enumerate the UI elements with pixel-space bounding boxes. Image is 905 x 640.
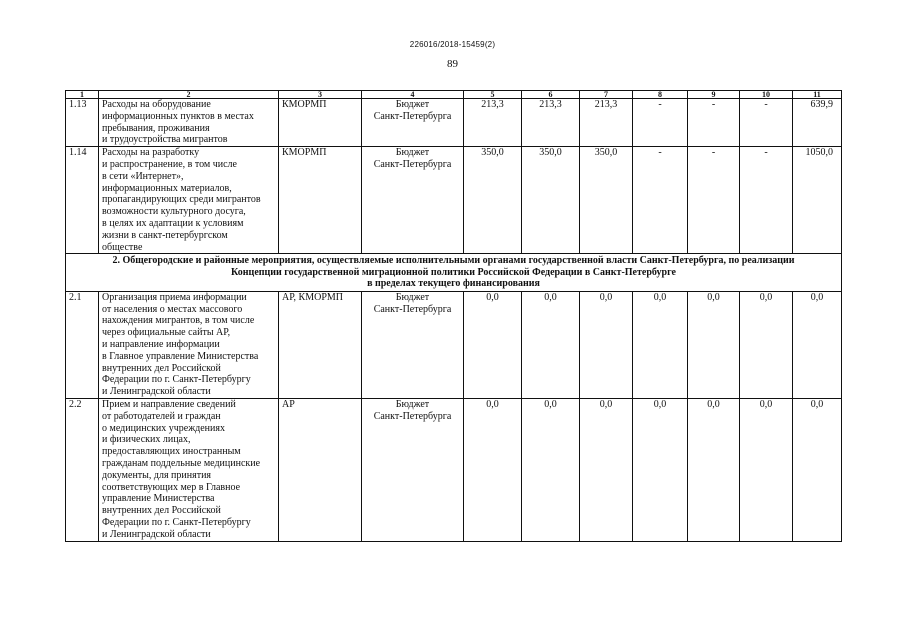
text-line: Санкт-Петербурга [373,410,452,422]
page-number: 89 [447,58,458,70]
value-cell: 0,0 [580,399,633,542]
value-cell: 0,0 [633,399,688,542]
text-line: Организация приема информации [102,291,247,303]
table-row [66,147,842,254]
value-cell: 0,0 [740,399,793,542]
text-line: 2. Общегородские и районные мероприятия, осуществляемые исполнительными органами государственной власти Санкт-Петербурга, по реализации [112,255,795,267]
executor: АР, КМОРМП [279,291,362,398]
text-line: предоставляющих иностранным [102,446,241,458]
section-header-row [66,254,842,292]
total-cell: 1050,0 [793,147,842,254]
row-number: 2.2 [66,399,99,542]
value-cell: 0,0 [522,291,580,398]
column-header: 4 [362,91,464,99]
total-cell: 0,0 [793,291,842,398]
value-cell: - [688,147,740,254]
text-line: в пределах текущего финансирования [367,278,540,290]
column-number-row [66,91,842,99]
funding-source [362,399,464,542]
value-cell: 0,0 [633,291,688,398]
total-cell: 0,0 [793,399,842,542]
measure-name [99,399,279,542]
text-line: Расходы на разработку [102,147,200,159]
value-cell: 213,3 [522,99,580,147]
measure-name [99,147,279,254]
text-line: Санкт-Петербурга [373,303,452,315]
text-line: пропагандирующих среди мигрантов [102,194,261,206]
text-line: Санкт-Петербурга [373,110,452,122]
section-title [66,254,842,292]
text-line: через официальные сайты АР, [102,327,231,339]
measure-name [99,291,279,398]
document-id: 226016/2018-15459(2) [409,40,496,49]
table-row [66,99,842,147]
text-line: Бюджет [395,99,430,110]
funding-source [362,99,464,147]
text-line: нахождения мигрантов, в том числе [102,315,255,327]
text-line: Расходы на оборудование [102,99,211,110]
table-row [66,399,842,542]
total-cell: 639,9 [793,99,842,147]
text-line: информационных пунктов в местах [102,110,254,122]
text-line: и Ленинградской области [102,386,211,398]
column-header: 5 [464,91,522,99]
value-cell: - [688,99,740,147]
executor: КМОРМП [279,99,362,147]
value-cell: - [740,147,793,254]
text-line: соответствующих мер в Главное [102,481,241,493]
text-line: и Ленинградской области [102,528,211,540]
text-line: пребывания, проживания [102,122,210,134]
text-line: о медицинских учреждениях [102,422,225,434]
text-line: управление Министерства [102,493,215,505]
value-cell: 350,0 [522,147,580,254]
text-line: Федерации по г. Санкт-Петербургу [102,374,251,386]
text-line: и распространение, в том числе [102,158,237,170]
text-line: Бюджет [395,291,430,303]
text-line: жизни в санкт-петербургском [102,229,228,241]
funding-source [362,147,464,254]
row-number: 2.1 [66,291,99,398]
value-cell: 0,0 [688,399,740,542]
text-line: внутренних дел Российской [102,362,221,374]
text-line: Концепции государственной миграционной политики Российской Федерации в Санкт-Петербурге [231,266,676,278]
text-line: Бюджет [395,399,430,411]
value-cell: 0,0 [464,399,522,542]
column-header: 2 [99,91,279,99]
text-line: в целях их адаптации к условиям [102,217,244,229]
measure-name [99,99,279,147]
table-row [66,291,842,398]
funding-table [65,90,842,542]
text-line: возможности культурного досуга, [102,206,246,218]
text-line: информационных материалов, [102,182,232,194]
column-header: 8 [633,91,688,99]
row-number: 1.13 [66,99,99,147]
text-line: внутренних дел Российской [102,505,221,517]
value-cell: - [740,99,793,147]
text-line: Бюджет [395,147,430,159]
text-line: и физических лицах, [102,434,191,446]
value-cell: 350,0 [580,147,633,254]
text-line: и направление информации [102,339,220,351]
column-header: 3 [279,91,362,99]
text-line: от населения о местах массового [102,303,243,315]
value-cell: 0,0 [740,291,793,398]
value-cell: - [633,147,688,254]
column-header: 11 [793,91,842,99]
value-cell: 213,3 [580,99,633,147]
value-cell: 0,0 [464,291,522,398]
column-header: 9 [688,91,740,99]
text-line: Федерации по г. Санкт-Петербургу [102,517,251,528]
value-cell: - [633,99,688,147]
executor: КМОРМП [279,147,362,254]
column-header: 6 [522,91,580,99]
text-line: в Главное управление Министерства [102,350,259,362]
funding-source [362,291,464,398]
value-cell: 0,0 [522,399,580,542]
column-header: 1 [66,91,99,99]
text-line: от работодателей и граждан [102,410,221,422]
value-cell: 213,3 [464,99,522,147]
value-cell: 0,0 [688,291,740,398]
executor: АР [279,399,362,542]
text-line: Санкт-Петербурга [373,158,452,170]
text-line: документы, для принятия [102,469,212,481]
text-line: обществе [102,241,143,253]
row-number: 1.14 [66,147,99,254]
text-line: в сети «Интернет», [102,170,184,182]
column-header: 10 [740,91,793,99]
text-line: и трудоустройства мигрантов [102,134,228,146]
column-header: 7 [580,91,633,99]
value-cell: 350,0 [464,147,522,254]
text-line: гражданам поддельные медицинские [102,458,261,470]
value-cell: 0,0 [580,291,633,398]
text-line: Прием и направление сведений [102,399,236,411]
